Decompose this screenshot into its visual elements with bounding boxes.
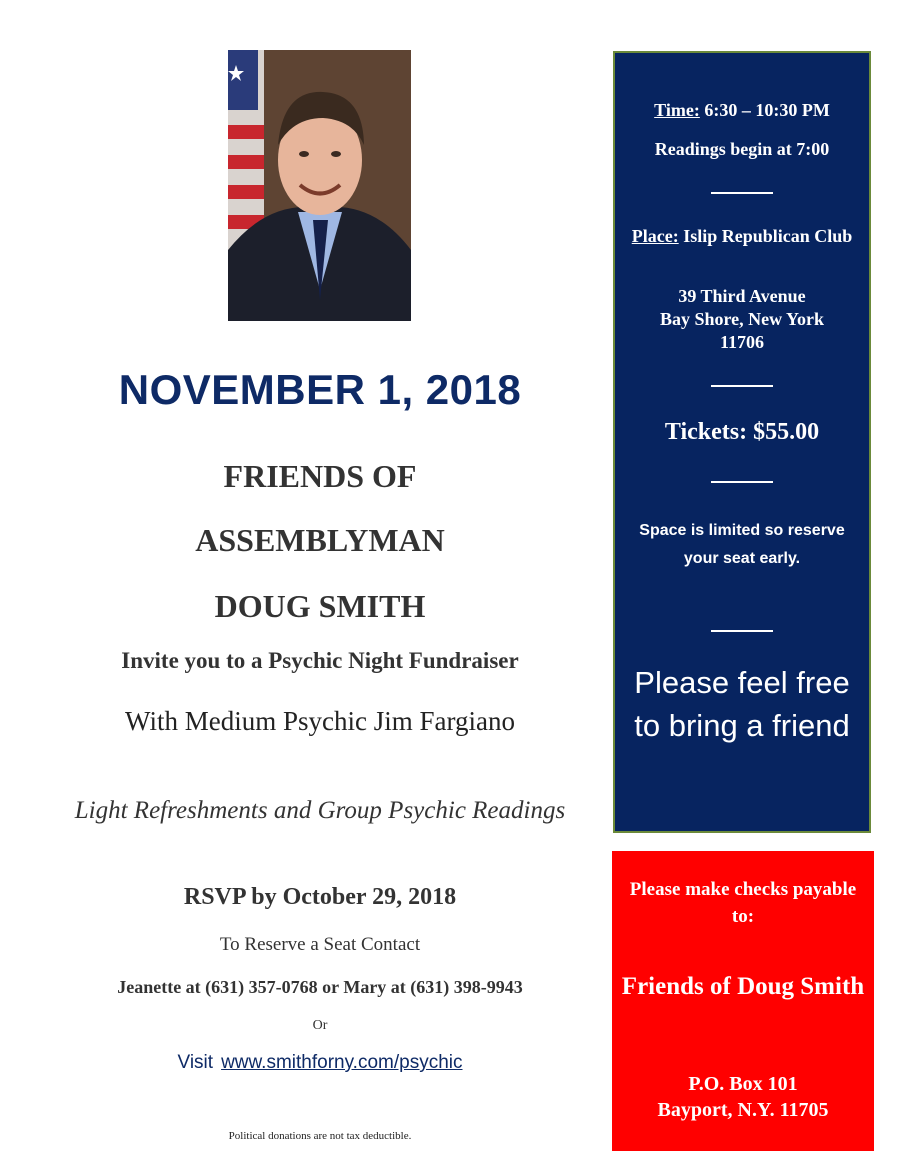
- space-limited-note: Space is limited so reserve your seat early.: [639, 522, 845, 567]
- place-line: [623, 225, 861, 248]
- mailing-city: Bayport, N.Y. 11705: [657, 1099, 829, 1121]
- tax-disclaimer: Political donations are not tax deductible.: [228, 1130, 412, 1142]
- readings-start: Readings begin at 7:00: [654, 139, 830, 159]
- address-zip: 11706: [719, 332, 764, 352]
- contact-numbers: Jeanette at (631) 357-0768 or Mary at (631) 398-9943: [117, 977, 523, 997]
- place-label: Place:: [631, 226, 679, 246]
- po-box: P.O. Box 101: [688, 1073, 798, 1095]
- divider: [711, 630, 773, 632]
- medium-line: With Medium Psychic Jim Fargiano: [125, 706, 515, 736]
- address-street: 39 Third Avenue: [678, 286, 806, 306]
- rsvp-deadline: RSVP by October 29, 2018: [183, 884, 457, 910]
- time-line: [623, 100, 861, 121]
- org-line-1: FRIENDS OF: [223, 458, 417, 494]
- divider: [711, 481, 773, 483]
- checks-label: Please make checks payable to:: [629, 879, 857, 927]
- or-text: Or: [312, 1018, 328, 1033]
- checks-panel: [612, 851, 874, 1151]
- refreshments-line: Light Refreshments and Group Psychic Readings: [74, 797, 566, 824]
- place-value: Islip Republican Club: [683, 226, 853, 246]
- bring-friend-note: Please feel free to bring a friend: [634, 665, 850, 743]
- invite-line: Invite you to a Psychic Night Fundraiser: [121, 648, 519, 673]
- website-link[interactable]: www.smithforny.com/psychic: [221, 1052, 463, 1073]
- org-line-3: DOUG SMITH: [214, 588, 426, 624]
- divider: [711, 192, 773, 194]
- time-label: Time:: [654, 100, 700, 120]
- address: [623, 285, 861, 354]
- time-value: 6:30 – 10:30 PM: [704, 100, 830, 120]
- assemblyman-photo: [228, 50, 411, 321]
- event-info-panel: [613, 51, 871, 833]
- reserve-seat-text: To Reserve a Seat Contact: [219, 934, 421, 955]
- ticket-price: Tickets: $55.00: [664, 419, 820, 445]
- mailing-address: [620, 1071, 866, 1123]
- event-date: NOVEMBER 1, 2018: [118, 366, 522, 413]
- address-city: Bay Shore, New York: [659, 309, 824, 329]
- org-line-2: ASSEMBLYMAN: [195, 522, 445, 558]
- visit-label: Visit: [177, 1052, 214, 1073]
- checks-payee: Friends of Doug Smith: [621, 973, 865, 1000]
- visit-line: [40, 1052, 600, 1074]
- divider: [711, 385, 773, 387]
